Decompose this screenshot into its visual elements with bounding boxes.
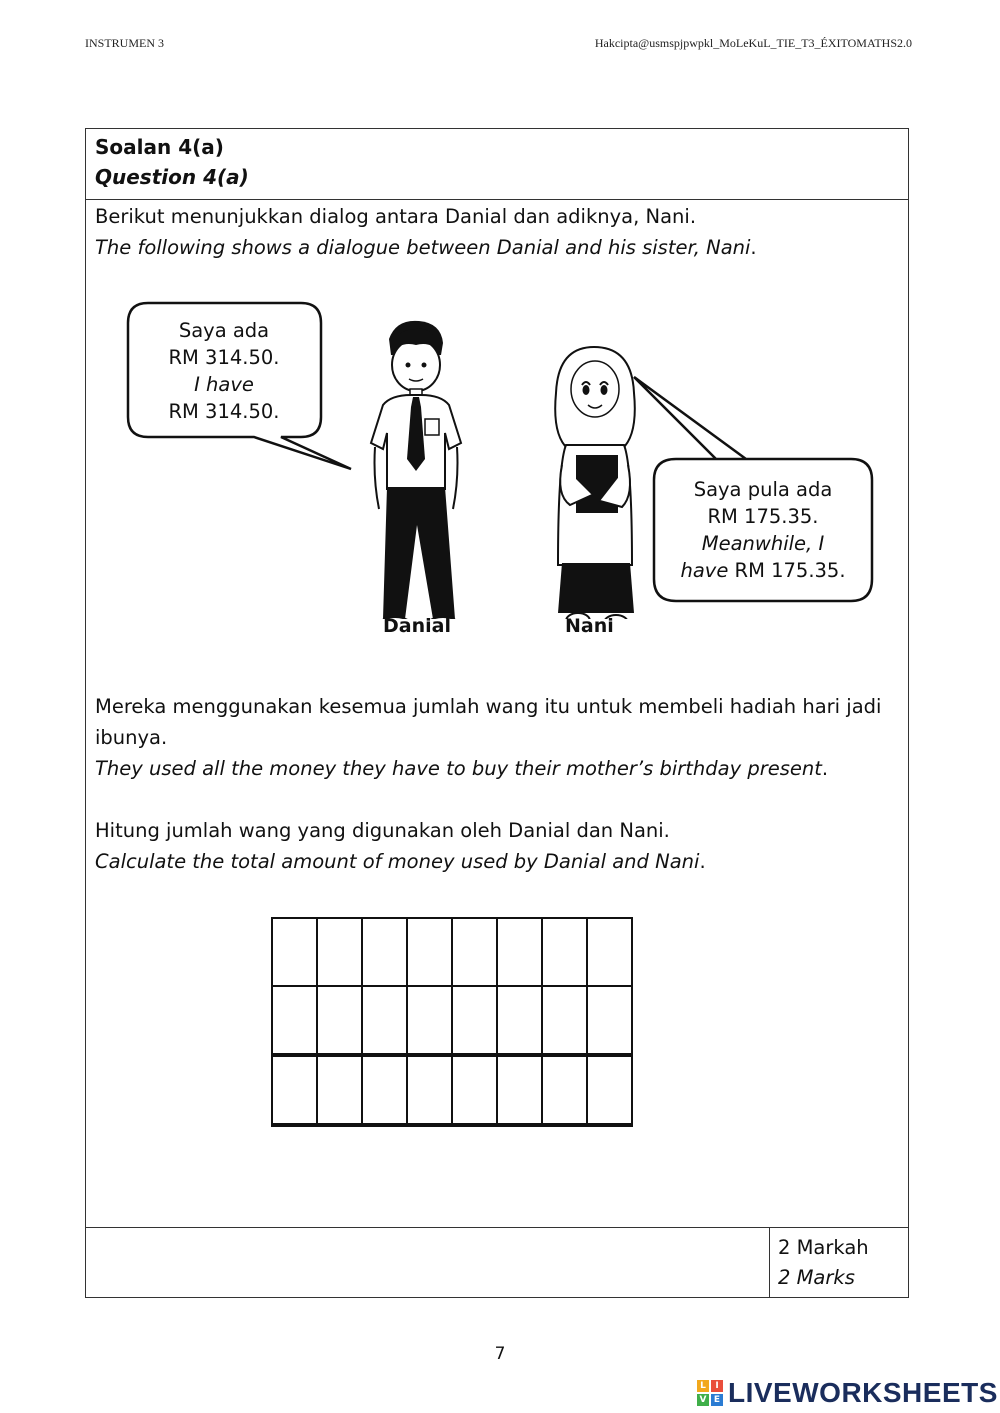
marks-divider [769,1228,770,1297]
nani-bubble-text [658,476,868,584]
header-right: Hakcipta@usmspjpwpkl_MoLeKuL_TIE_T3_ÉXITOMATHS2.0 [594,36,912,50]
grid-cell[interactable] [272,1055,317,1125]
grid-row-2 [272,986,632,1055]
context-en-line [95,753,905,784]
danial-label: Danial [383,615,451,637]
grid-cell[interactable] [407,986,452,1055]
intro-ms: Berikut menunjukkan dialog antara Danial dan adiknya, Nani. [95,205,697,228]
danial-figure [371,321,461,619]
intro-en-end: . [750,236,757,259]
marks-ms: 2 Markah [778,1236,869,1259]
context-en-end: . [821,757,829,780]
grid-cell[interactable] [362,1055,407,1125]
logo-tile: V [697,1394,709,1406]
grid-cell[interactable] [317,986,362,1055]
task-paragraph [95,815,905,877]
nani-line-1: Saya pula ada [693,478,833,501]
marks-row [86,1227,908,1297]
grid-cell[interactable] [497,918,542,986]
grid-cell[interactable] [407,918,452,986]
task-ms: Hitung jumlah wang yang digunakan oleh Danial dan Nani. [95,819,670,842]
intro-en: The following shows a dialogue between Danial and his sister, Nani [95,236,751,259]
nani-figure [555,347,635,619]
grid-cell[interactable] [497,1055,542,1125]
grid-cell[interactable] [317,918,362,986]
context-en: They used all the money they have to buy their mother’s birthday present [95,757,822,780]
intro-paragraph [95,201,905,263]
task-en-end: . [699,850,706,873]
grid-cell[interactable] [497,986,542,1055]
liveworksheets-text: LIVEWORKSHEETS [728,1377,998,1408]
grid-cell[interactable] [272,986,317,1055]
grid-cell[interactable] [362,986,407,1055]
grid-row-answer [272,1055,632,1125]
nani-label: Nani [565,615,614,637]
nani-line-4 [658,557,868,584]
nani-line-2: RM 175.35. [707,505,819,528]
context-paragraph [95,691,905,784]
question-box [85,128,909,1298]
danial-bubble-text [138,317,310,425]
logo-tile: I [711,1380,723,1392]
marks-en: 2 Marks [778,1266,855,1289]
logo-tile: E [711,1394,723,1406]
liveworksheets-watermark[interactable] [697,1377,998,1409]
danial-line-1: Saya ada [178,319,270,342]
marks-cell [778,1233,869,1293]
liveworksheets-logo-icon [697,1380,723,1406]
grid-cell[interactable] [452,918,497,986]
danial-line-3: I have [194,373,254,396]
grid-cell[interactable] [587,918,632,986]
nani-line-4-italic: have [680,559,729,582]
logo-tile: L [697,1380,709,1392]
task-en-line [95,846,905,877]
context-ms: Mereka menggunakan kesemua jumlah wang itu untuk membeli hadiah hari jadi ibunya. [95,695,882,749]
grid-cell[interactable] [587,1055,632,1125]
grid-cell[interactable] [362,918,407,986]
grid-cell[interactable] [452,986,497,1055]
grid-cell[interactable] [542,918,587,986]
grid-cell[interactable] [452,1055,497,1125]
grid-cell[interactable] [407,1055,452,1125]
danial-line-2: RM 314.50. [168,346,280,369]
grid-cell[interactable] [272,918,317,986]
grid-cell[interactable] [587,986,632,1055]
grid-row-1 [272,918,632,986]
intro-en-line [95,232,905,263]
header-left: INSTRUMEN 3 [85,36,165,50]
grid-cell[interactable] [542,986,587,1055]
page-number: 7 [494,1344,506,1364]
question-title-en: Question 4(a) [95,165,249,189]
task-en: Calculate the total amount of money used by Danial and Nani [95,850,700,873]
grid-cell[interactable] [542,1055,587,1125]
nani-line-3: Meanwhile, I [701,532,825,555]
danial-line-4: RM 314.50. [168,400,280,423]
question-heading [86,129,908,200]
question-title-ms: Soalan 4(a) [95,135,224,159]
nani-line-4-rest: RM 175.35. [728,559,846,582]
grid-cell[interactable] [317,1055,362,1125]
answer-grid [271,917,633,1127]
